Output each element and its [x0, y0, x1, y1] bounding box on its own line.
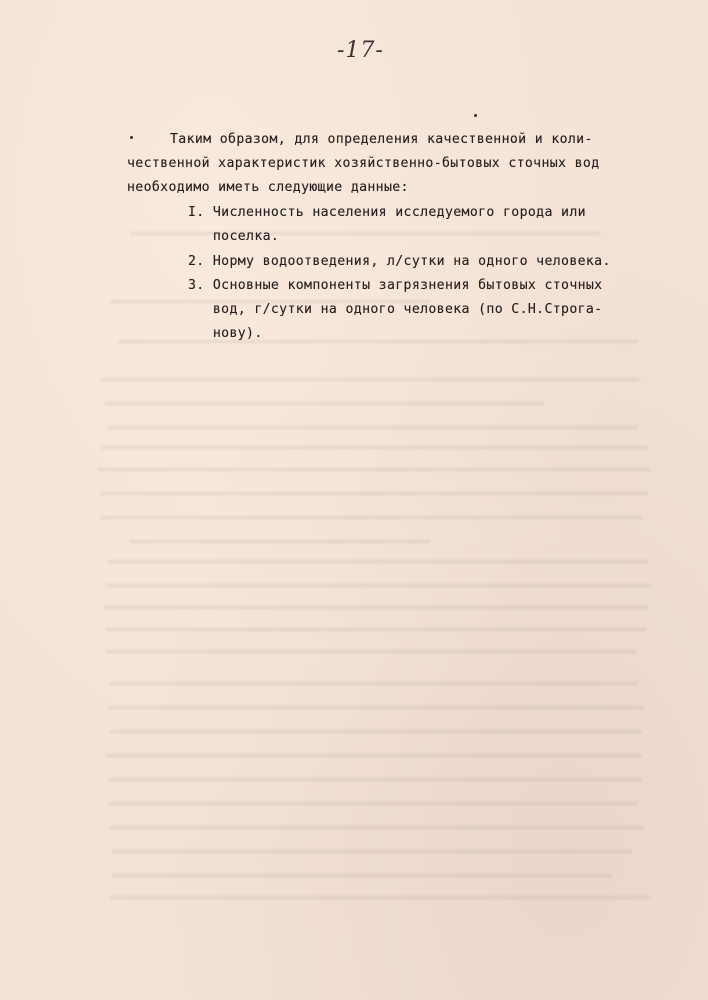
speck-mark — [130, 136, 133, 139]
paragraph-line: чественной характеристик хозяйственно-бытовых сточных вод — [127, 156, 600, 171]
paragraph-line: необходимо иметь следующие данные: — [127, 180, 409, 195]
list-item-line: поселка. — [188, 229, 280, 244]
paragraph-line: Таким образом, для определения качественной и коли- — [170, 132, 593, 147]
page-number: -17- — [337, 38, 384, 63]
list-item-line: нову). — [188, 326, 263, 341]
list-item-line: вод, г/сутки на одного человека (по С.Н.Строга- — [188, 302, 603, 317]
speck-mark — [474, 114, 477, 117]
list-item-line: I. Численность населения исследуемого города или — [188, 205, 586, 220]
list-item-line: 3. Основные компоненты загрязнения бытовых сточных — [188, 278, 603, 293]
list-item-line: 2. Норму водоотведения, л/сутки на одного человека. — [188, 254, 611, 269]
